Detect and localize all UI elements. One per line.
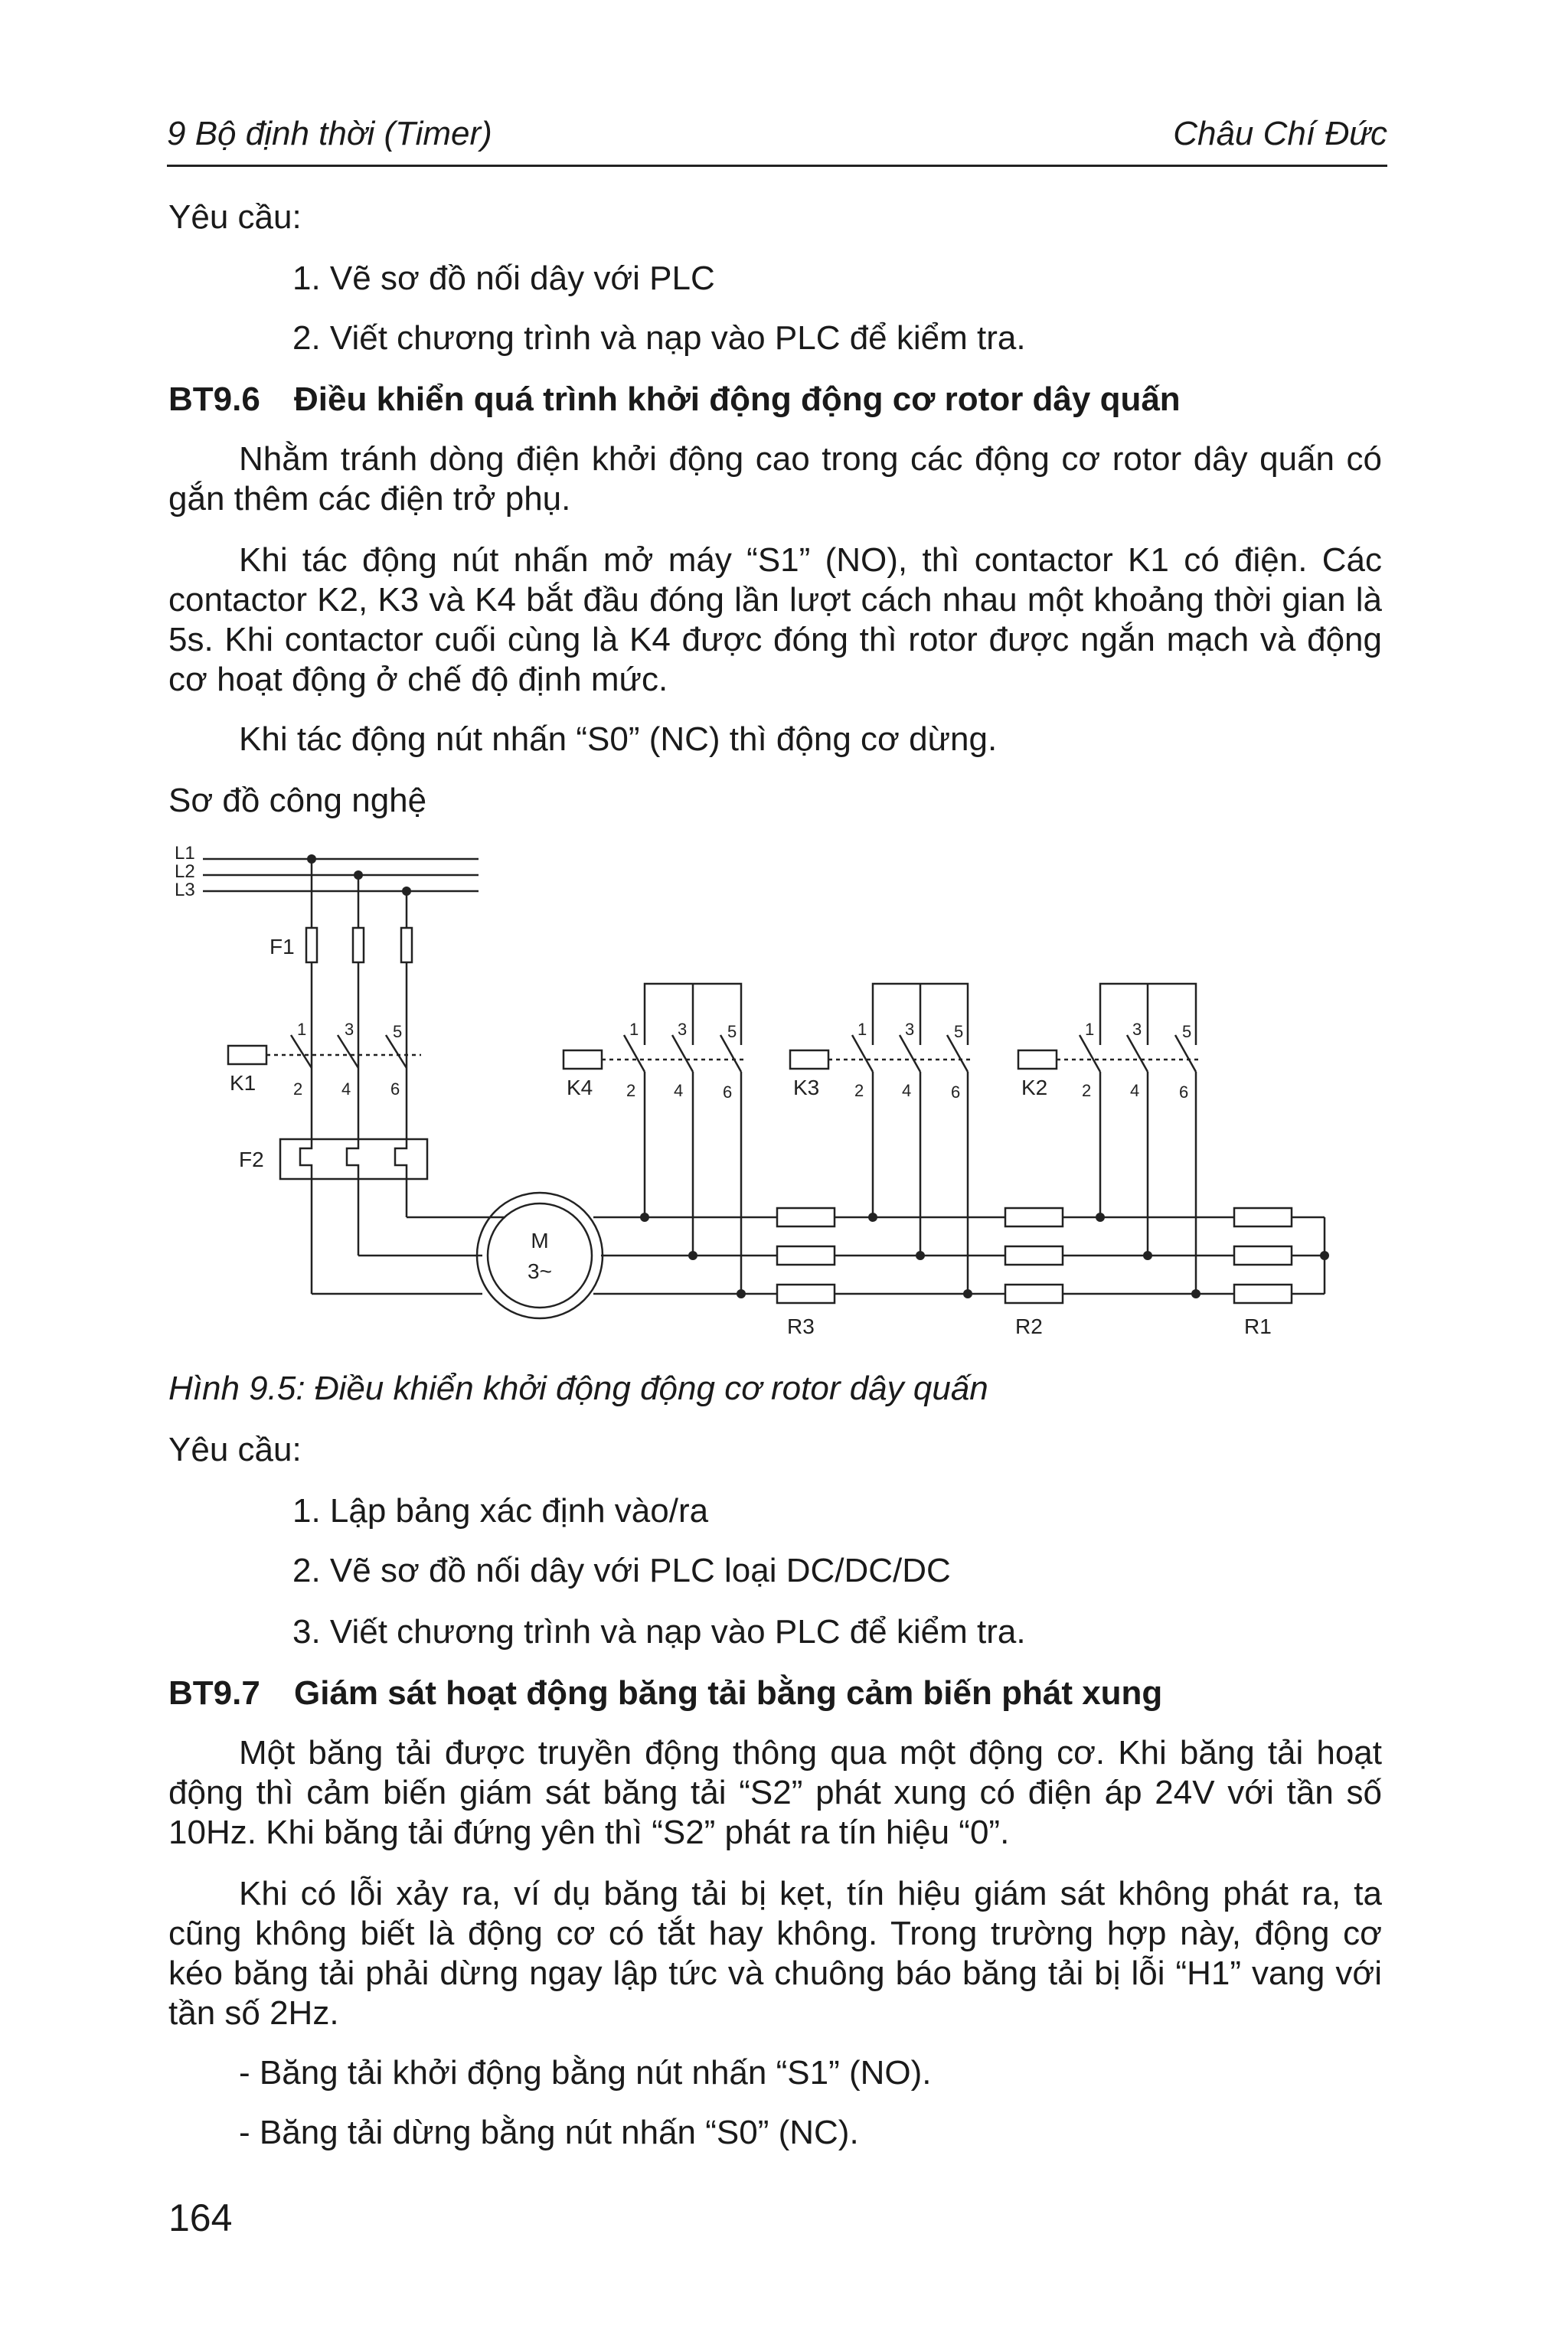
figure-caption: Hình 9.5: Điều khiển khởi động động cơ rotor dây quấn [168, 1370, 988, 1407]
motor-label: M [531, 1229, 549, 1252]
terminal-label: 1 [629, 1020, 639, 1039]
terminal-label: 5 [727, 1022, 737, 1041]
contactor-label: K3 [793, 1076, 820, 1099]
resistor-label: R3 [787, 1314, 815, 1338]
exercise-number: BT9.7 [168, 1674, 260, 1712]
terminal-label: 6 [723, 1083, 733, 1102]
line-label: L3 [175, 880, 195, 900]
header-author: Châu Chí Đức [1173, 115, 1387, 152]
terminal-label: 3 [1132, 1020, 1142, 1039]
resistor-label: R1 [1244, 1314, 1272, 1338]
bullet-item: - Băng tải khởi động bằng nút nhấn “S1” (NO). [239, 2054, 932, 2092]
terminal-label: 5 [954, 1022, 964, 1041]
resistor-label: R2 [1015, 1314, 1043, 1338]
bullet-item: - Băng tải dừng bằng nút nhấn “S0” (NC). [239, 2114, 859, 2151]
exercise-title: Giám sát hoạt động băng tải bằng cảm biến phát xung [294, 1674, 1163, 1712]
page-number: 164 [168, 2196, 233, 2239]
requirements-label: Yêu cầu: [168, 1431, 302, 1468]
requirements-label: Yêu cầu: [168, 198, 302, 236]
overload-label: F2 [239, 1148, 264, 1171]
paragraph: Khi tác động nút nhấn “S0” (NC) thì động cơ dừng. [239, 720, 998, 758]
terminal-label: 2 [1082, 1081, 1092, 1100]
paragraph: Nhằm tránh dòng điện khởi động cao trong các động cơ rotor dây quấn có gắn thêm các điện trở phụ. [168, 440, 1382, 518]
terminal-label: 6 [951, 1083, 961, 1102]
list-item: 1. Lập bảng xác định vào/ra [292, 1492, 709, 1530]
terminal-label: 1 [1085, 1020, 1095, 1039]
terminal-label: 6 [1179, 1083, 1189, 1102]
terminal-label: 1 [297, 1020, 307, 1039]
terminal-label: 3 [345, 1020, 354, 1039]
contactor-label: K1 [230, 1071, 256, 1095]
terminal-label: 3 [905, 1020, 915, 1039]
terminal-label: 5 [393, 1022, 403, 1041]
terminal-label: 4 [341, 1079, 351, 1099]
terminal-label: 5 [1182, 1022, 1192, 1041]
diagram-label: Sơ đồ công nghệ [168, 782, 427, 819]
terminal-label: 2 [854, 1081, 864, 1100]
line-label: L2 [175, 861, 195, 882]
paragraph: Một băng tải được truyền động thông qua một động cơ. Khi băng tải hoạt động thì cảm biến giám sát băng tải “S2” phát xung có điện áp 24V với tần số 10Hz. Khi băng tải đứng yên thì “S2” phát ra tín hiệu “0”. [168, 1734, 1382, 1851]
contactor-label: K4 [567, 1076, 593, 1099]
terminal-label: 2 [293, 1079, 303, 1099]
contactor-label: K2 [1021, 1076, 1048, 1099]
header-chapter: 9 Bộ định thời (Timer) [167, 115, 492, 152]
exercise-number: BT9.6 [168, 380, 260, 418]
paragraph: Khi có lỗi xảy ra, ví dụ băng tải bị kẹt, tín hiệu giám sát không phát ra, ta cũng không biết là động cơ có tắt hay không. Trong trường hợp này, động cơ kéo băng tải phải dừng ngay lập tức và chuông báo băng tải bị lỗi “H1” vang với tần số 2Hz. [168, 1875, 1382, 2032]
terminal-label: 4 [902, 1081, 912, 1100]
motor-phase-label: 3~ [528, 1259, 552, 1283]
fuse-label: F1 [270, 935, 295, 958]
list-item: 1. Vẽ sơ đồ nối dây với PLC [292, 260, 715, 297]
terminal-label: 4 [674, 1081, 684, 1100]
terminal-label: 6 [390, 1079, 400, 1099]
line-label: L1 [175, 843, 195, 864]
list-item: 3. Viết chương trình và nạp vào PLC để kiểm tra. [292, 1613, 1026, 1651]
exercise-title: Điều khiển quá trình khởi động động cơ rotor dây quấn [294, 380, 1181, 418]
terminal-label: 3 [678, 1020, 688, 1039]
list-item: 2. Viết chương trình và nạp vào PLC để kiểm tra. [292, 319, 1026, 357]
terminal-label: 2 [626, 1081, 636, 1100]
paragraph: Khi tác động nút nhấn mở máy “S1” (NO), thì contactor K1 có điện. Các contactor K2, K3 và K4 bắt đầu đóng lần lượt cách nhau một khoảng thời gian là 5s. Khi contactor cuối cùng là K4 được đóng thì rotor được ngắn mạch và động cơ hoạt động ở chế độ định mức. [168, 541, 1382, 698]
terminal-label: 4 [1130, 1081, 1140, 1100]
list-item: 2. Vẽ sơ đồ nối dây với PLC loại DC/DC/DC [292, 1552, 951, 1589]
terminal-label: 1 [858, 1020, 867, 1039]
